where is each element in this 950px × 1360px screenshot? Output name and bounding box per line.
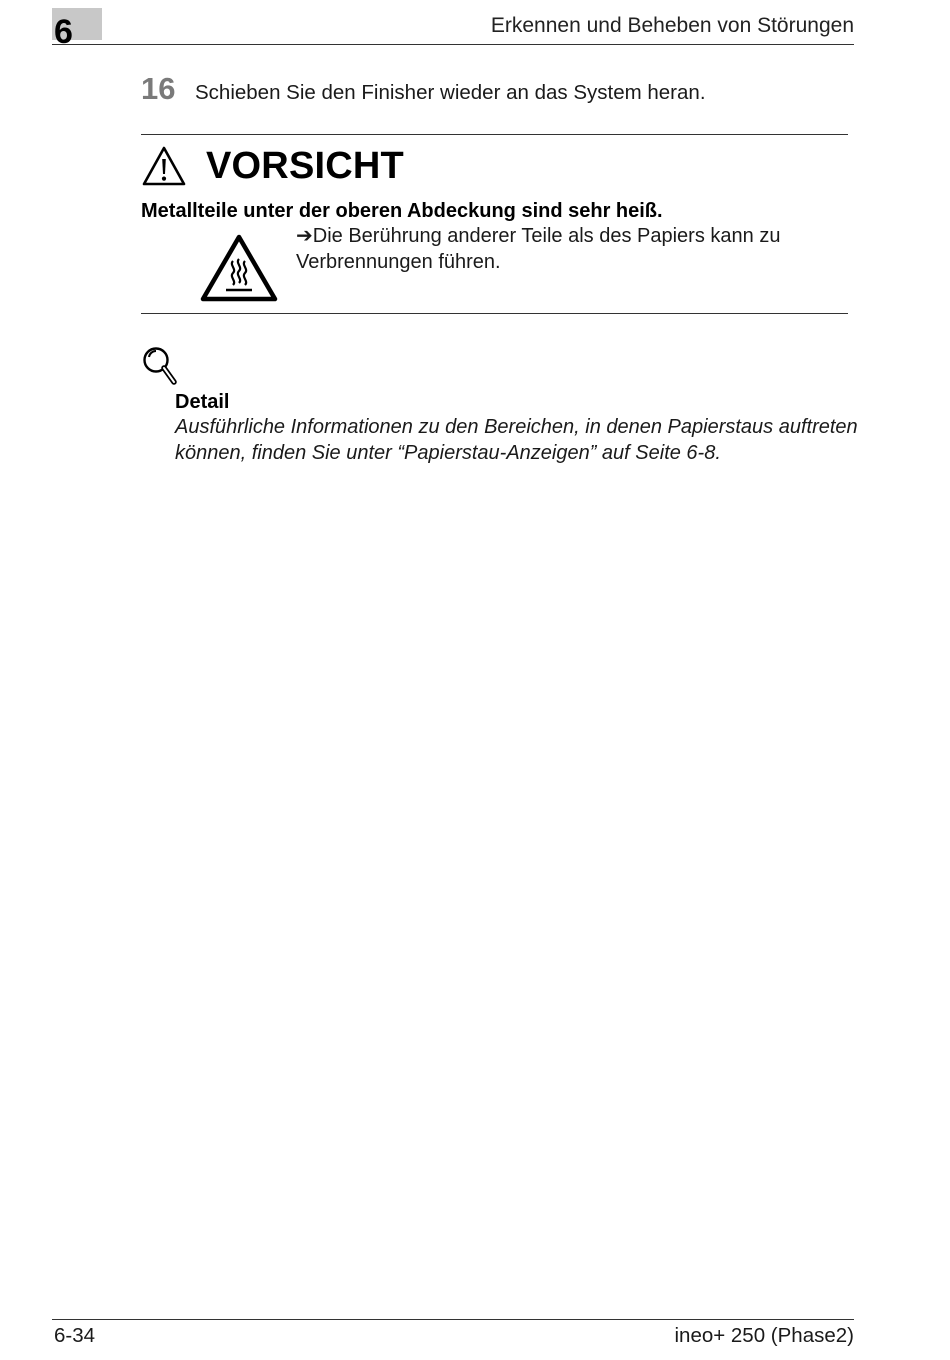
caution-subheading: Metallteile unter der oberen Abdeckung sind sehr heiß. (141, 200, 663, 222)
footer-product-name: ineo+ 250 (Phase2) (674, 1324, 854, 1347)
step-text: Schieben Sie den Finisher wieder an das System heran. (195, 81, 706, 104)
chapter-number: 6 (54, 13, 73, 51)
footer-page-number: 6-34 (54, 1324, 96, 1347)
detail-label: Detail (175, 391, 230, 413)
hot-surface-icon (200, 234, 278, 302)
header-title: Erkennen und Beheben von Störungen (490, 14, 854, 37)
caution-top-divider (141, 134, 848, 135)
warning-triangle-icon (142, 146, 186, 186)
caution-bottom-divider (141, 313, 848, 314)
detail-text: Ausführliche Informationen zu den Bereichen, in denen Papierstaus auftreten können, finden Sie unter “Papierstau-Anzeigen” auf Seite 6-8. (175, 416, 858, 464)
caution-heading: VORSICHT (206, 145, 404, 187)
magnifier-icon (142, 346, 178, 386)
step-number: 16 (141, 71, 176, 106)
footer-divider (52, 1319, 854, 1320)
caution-body-text: ➔Die Berührung anderer Teile als des Papiers kann zu Verbrennungen führen. (296, 225, 781, 273)
header-divider (52, 44, 854, 45)
